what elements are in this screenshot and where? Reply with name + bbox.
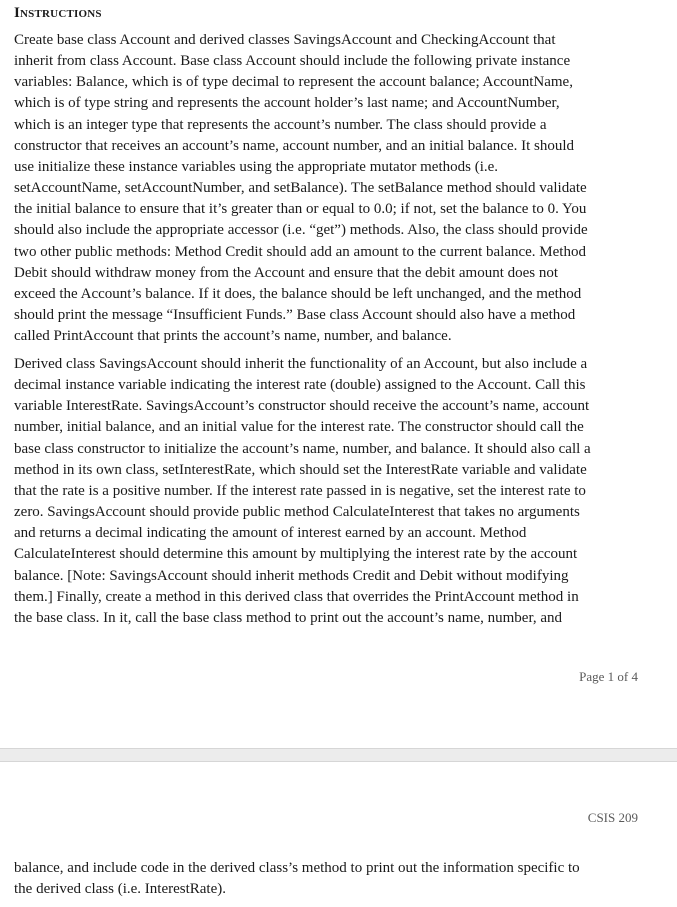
text-line: setAccountName, setAccountNumber, and setBalance). The setBalance method should validate xyxy=(14,180,587,197)
text-line: balance. [Note: SavingsAccount should inherit methods Credit and Debit without modifying xyxy=(14,567,569,584)
text-line: Derived class SavingsAccount should inherit the functionality of an Account, but also include a xyxy=(14,356,588,372)
text-line: variable InterestRate. SavingsAccount’s constructor should receive the account’s name, account xyxy=(14,398,590,415)
course-header: CSIS 209 xyxy=(587,810,638,825)
text-line: decimal instance variable indicating the interest rate (double) assigned to the Account. Call this xyxy=(14,377,586,394)
text-line: should print the message “Insufficient Funds.” Base class Account should also have a method xyxy=(14,307,576,324)
paragraph-continuation xyxy=(14,858,654,900)
text-line: the derived class (i.e. InterestRate). xyxy=(14,881,226,898)
text-line: exceed the Account’s balance. If it does, the balance should be left unchanged, and the method xyxy=(14,285,582,302)
section-heading: Instructions xyxy=(14,5,102,21)
text-line: which is an integer type that represents the account’s number. The class should provide a xyxy=(14,116,547,133)
document-page-2 xyxy=(0,762,677,907)
text-line: that the rate is a positive number. If the interest rate passed in is negative, set the interest rate to xyxy=(14,482,586,499)
text-line: inherit from class Account. Base class Account should include the following private instance xyxy=(14,53,571,70)
paragraph-account-class xyxy=(14,30,654,347)
text-line: the base class. In it, call the base class method to print out the account’s name, number, and xyxy=(14,609,562,626)
text-line: CalculateInterest should determine this amount by multiplying the interest rate by the account xyxy=(14,546,578,563)
text-line: should also include the appropriate accessor (i.e. “get”) methods. Also, the class should provide xyxy=(14,222,588,239)
text-line: zero. SavingsAccount should provide public method CalculateInterest that takes no arguments xyxy=(14,504,580,521)
text-line: variables: Balance, which is of type decimal to represent the account balance; AccountName, xyxy=(14,74,573,91)
text-line: Debit should withdraw money from the Account and ensure that the debit amount does not xyxy=(14,264,559,281)
text-line: called PrintAccount that prints the account’s name, number, and balance. xyxy=(14,328,452,345)
text-line: method in its own class, setInterestRate, which should set the InterestRate variable and validate xyxy=(14,461,587,478)
text-line: two other public methods: Method Credit should add an amount to the current balance. Method xyxy=(14,243,586,260)
page-separator xyxy=(0,748,677,762)
text-line: balance, and include code in the derived class’s method to print out the information specific to xyxy=(14,860,580,876)
text-line: base class constructor to initialize the account’s name, number, and balance. It should also call a xyxy=(14,440,591,457)
text-line: Create base class Account and derived classes SavingsAccount and CheckingAccount that xyxy=(14,32,556,48)
page-number-footer: Page 1 of 4 xyxy=(579,669,638,684)
text-line: the initial balance to ensure that it’s greater than or equal to 0.0; if not, set the balance to 0. You xyxy=(14,201,587,218)
text-line: constructor that receives an account’s name, account number, and an initial balance. It should xyxy=(14,137,575,154)
text-line: them.] Finally, create a method in this derived class that overrides the PrintAccount method in xyxy=(14,588,579,605)
text-line: which is of type string and represents the account holder’s last name; and AccountNumber, xyxy=(14,95,560,112)
text-line: use initialize these instance variables using the appropriate mutator methods (i.e. xyxy=(14,158,499,175)
text-line: number, initial balance, and an initial value for the interest rate. The constructor should call the xyxy=(14,419,584,436)
paragraph-savings-account xyxy=(14,354,654,629)
text-line: and returns a decimal indicating the amount of interest earned by an account. Method xyxy=(14,525,527,542)
